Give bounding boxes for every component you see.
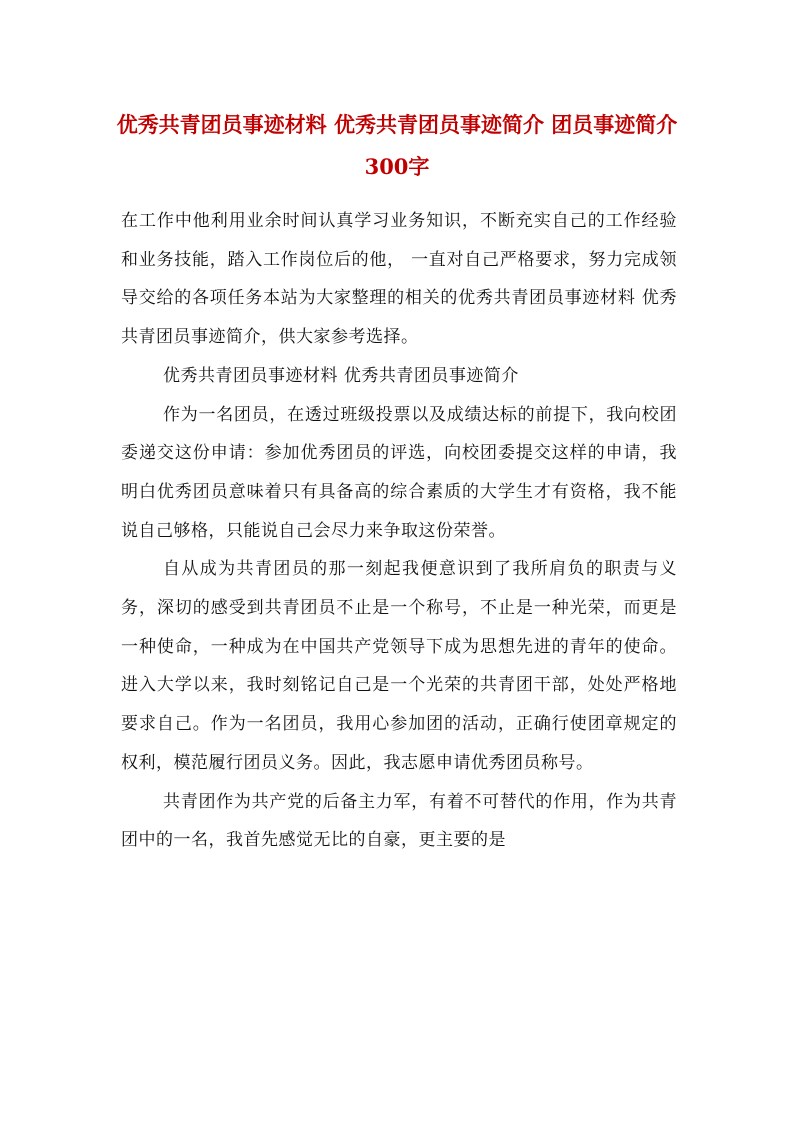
paragraph-intro: 在工作中他利用业余时间认真学习业务知识，不断充实自己的工作经验和业务技能，踏入工作岗位后的他， 一直对自己严格要求，努力完成领导交给的各项任务本站为大家整理的相关的优秀共青团员事迹材料 优秀共青团员事迹简介，供大家参考选择。	[121, 211, 677, 348]
paragraph-subheading: 优秀共青团员事迹材料 优秀共青团员事迹简介	[163, 365, 519, 386]
document-title: 优秀共青团员事迹材料 优秀共青团员事迹简介 团员事迹简介300字	[116, 112, 678, 179]
paragraph-responsibility: 自从成为共青团员的那一刻起我便意识到了我所肩负的职责与义务，深切的感受到共青团员不止是一个称号，不止是一种光荣，而更是一种使命，一种成为在中国共产党领导下成为思想先进的青年的使命。进入大学以来，我时刻铭记自己是一个光荣的共青团干部，处处严格地要求自己。作为一名团员，我用心参加团的活动，正确行使团章规定的权利，模范履行团员义务。因此，我志愿申请优秀团员称号。	[121, 559, 677, 773]
paragraph-youth-league: 共青团作为共产党的后备主力军，有着不可替代的作用，作为共青团中的一名，我首先感觉无比的自豪，更主要的是	[121, 791, 677, 851]
paragraph-application: 作为一名团员，在透过班级投票以及成绩达标的前提下，我向校团委递交这份申请：参加优秀团员的评选，向校团委提交这样的申请，我明白优秀团员意味着只有具备高的综合素质的大学生才有资格，我不能说自己够格，只能说自己会尽力来争取这份荣誉。	[121, 404, 677, 541]
document-body	[121, 202, 677, 860]
